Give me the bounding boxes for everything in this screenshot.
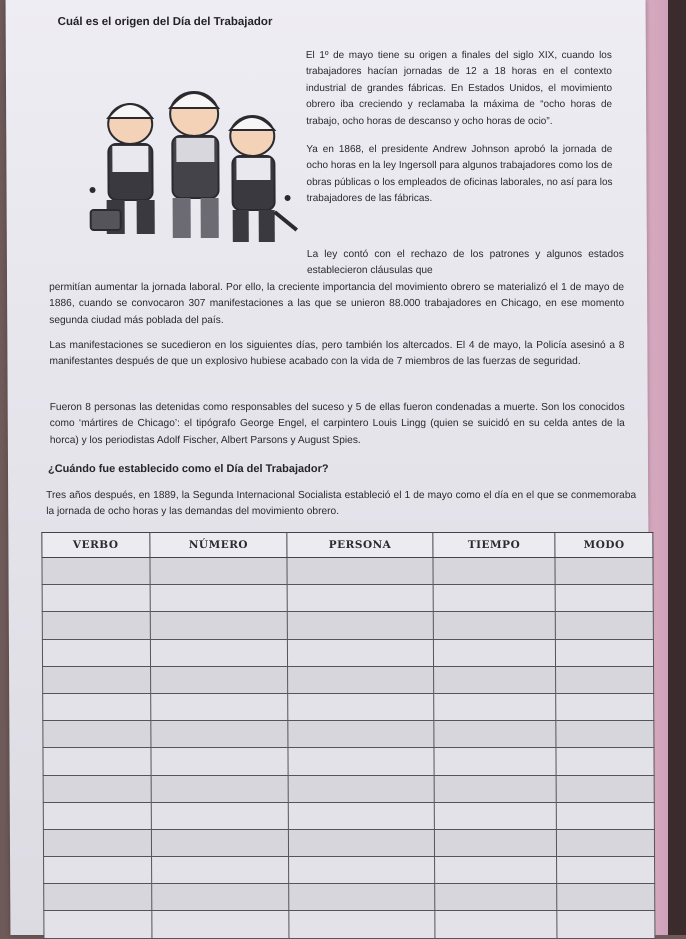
table-cell[interactable] xyxy=(433,612,556,639)
table-cell[interactable] xyxy=(289,884,434,911)
intro-column xyxy=(306,48,613,220)
background-desk xyxy=(668,0,686,935)
table-cell[interactable] xyxy=(150,612,288,639)
header-modo: MODO xyxy=(555,533,653,558)
table-cell[interactable] xyxy=(150,585,288,612)
paragraph-4: Las manifestaciones se sucedieron en los siguientes días, pero también los altercados. El 4 de mayo, la Policía asesinó a 8 manifestantes después de que un explosivo hubiese acabado con la vida de 7 miembros de las fuerzas de seguridad. xyxy=(49,340,625,368)
table-cell[interactable] xyxy=(556,612,654,639)
header-tiempo: TIEMPO xyxy=(433,533,556,558)
table-row xyxy=(43,829,654,856)
table-cell[interactable] xyxy=(434,748,557,775)
table-cell[interactable] xyxy=(43,748,151,775)
table-cell[interactable] xyxy=(557,857,655,884)
table-cell[interactable] xyxy=(434,829,557,856)
table-cell[interactable] xyxy=(288,721,433,748)
table-cell[interactable] xyxy=(151,775,289,802)
table-cell[interactable] xyxy=(288,693,433,720)
table-cell[interactable] xyxy=(289,775,434,802)
table-row xyxy=(43,748,654,775)
table-cell[interactable] xyxy=(435,911,558,938)
table-cell[interactable] xyxy=(557,775,655,802)
table-cell[interactable] xyxy=(44,884,152,911)
table-cell[interactable] xyxy=(556,693,654,720)
paragraph-1: El 1º de mayo tiene su origen a finales del siglo XIX, cuando los trabajadores hacían jornadas de 12 a 18 horas en el contexto industrial de grandes fábricas. En Estados Unidos, el movimiento obrero iba creciendo y reclamaba la máxima de “ocho horas de trabajo, ocho horas de descanso y ocho horas de ocio”. xyxy=(305,50,613,127)
table-cell[interactable] xyxy=(434,721,557,748)
table-cell[interactable] xyxy=(556,748,654,775)
table-cell[interactable] xyxy=(557,829,655,856)
table-cell[interactable] xyxy=(151,748,289,775)
table-cell[interactable] xyxy=(557,911,655,938)
table-cell[interactable] xyxy=(287,558,432,585)
paragraph-3 xyxy=(49,247,624,329)
table-cell[interactable] xyxy=(150,693,288,720)
grammar-table xyxy=(41,532,655,939)
paragraph-6: Tres años después, en 1889, la Segunda Internacional Socialista estableció el 1 de mayo como el día en el que se conmemoraba la jornada de ocho horas y las demandas del movimiento obrero. xyxy=(46,490,637,518)
table-cell[interactable] xyxy=(288,585,433,612)
table-cell[interactable] xyxy=(556,666,654,693)
table-cell[interactable] xyxy=(42,585,150,612)
table-cell[interactable] xyxy=(150,721,288,748)
table-row xyxy=(44,857,655,884)
table-cell[interactable] xyxy=(433,585,556,612)
table-cell[interactable] xyxy=(434,775,557,802)
header-verbo: VERBO xyxy=(42,533,150,558)
table-cell[interactable] xyxy=(557,802,655,829)
workers-cartoon-icon xyxy=(82,80,303,250)
table-cell[interactable] xyxy=(556,721,654,748)
table-cell[interactable] xyxy=(288,666,433,693)
table-row xyxy=(42,612,653,639)
table-cell[interactable] xyxy=(288,748,433,775)
table-cell[interactable] xyxy=(433,558,556,585)
table-cell[interactable] xyxy=(151,884,289,911)
table-row xyxy=(43,802,654,829)
table-header-row xyxy=(42,533,653,558)
table-cell[interactable] xyxy=(150,558,288,585)
table-cell[interactable] xyxy=(42,639,150,666)
paragraph-3-lead: La ley contó con el rechazo de los patrones y algunos estados establecieron cláusulas que xyxy=(306,249,624,277)
table-cell[interactable] xyxy=(44,857,152,884)
table-cell[interactable] xyxy=(151,911,289,938)
page-title: Cuál es el origen del Día del Trabajador xyxy=(57,16,273,28)
header-persona: PERSONA xyxy=(287,533,432,558)
table-cell[interactable] xyxy=(151,857,289,884)
worksheet-page xyxy=(6,0,651,935)
table-row xyxy=(43,693,654,720)
table-cell[interactable] xyxy=(434,802,557,829)
table-cell[interactable] xyxy=(42,612,150,639)
table-cell[interactable] xyxy=(289,857,434,884)
header-numero: NÚMERO xyxy=(149,533,287,558)
table-cell[interactable] xyxy=(43,775,151,802)
table-cell[interactable] xyxy=(433,639,556,666)
table-row xyxy=(44,911,655,938)
paragraph-2: Ya en 1868, el presidente Andrew Johnson aprobó la jornada de ocho horas en la ley Ingersoll para algunos trabajadores como los de obras públicas o los empleados de oficinas laborales, no así para los trabajadores de las fábricas. xyxy=(306,144,613,205)
table-row xyxy=(42,639,653,666)
table-cell[interactable] xyxy=(289,911,434,938)
table-cell[interactable] xyxy=(555,558,653,585)
table-cell[interactable] xyxy=(151,829,289,856)
table-body xyxy=(42,558,655,939)
section-heading: ¿Cuándo fue establecido como el Día del Trabajador? xyxy=(47,463,329,475)
table-cell[interactable] xyxy=(43,721,151,748)
table-cell[interactable] xyxy=(43,666,151,693)
table-cell[interactable] xyxy=(151,802,289,829)
paragraph-3-rest: permitían aumentar la jornada laboral. Por ello, la creciente importancia del movimiento obrero se materializó el 1 de mayo de 1886, cuando se convocaron 307 manifestaciones a las que se unieron 88.000 trabajadores en Chicago, en ese momento segunda ciudad más poblada del país. xyxy=(49,281,625,326)
table-cell[interactable] xyxy=(557,884,655,911)
table-cell[interactable] xyxy=(433,693,556,720)
table-row xyxy=(42,558,653,585)
table-cell[interactable] xyxy=(289,802,434,829)
table-row xyxy=(43,775,654,802)
table-cell[interactable] xyxy=(43,802,151,829)
table-cell[interactable] xyxy=(43,829,151,856)
table-cell[interactable] xyxy=(44,911,152,938)
table-cell[interactable] xyxy=(556,639,654,666)
table-cell[interactable] xyxy=(434,857,557,884)
paragraph-5: Fueron 8 personas las detenidas como responsables del suceso y 5 de ellas fueron condenadas a muerte. Son los conocidos como ‘mártires de Chicago’: el tipógrafo George Engel, el carpintero Louis Lingg (quien se suicidó en su celda antes de la horca) y los periodistas Adolf Fischer, Albert Parsons y August Spies. xyxy=(49,402,625,446)
table-cell[interactable] xyxy=(43,693,151,720)
table-cell[interactable] xyxy=(150,666,288,693)
table-cell[interactable] xyxy=(288,612,433,639)
table-cell[interactable] xyxy=(150,639,288,666)
table-cell[interactable] xyxy=(556,585,654,612)
table-row xyxy=(44,884,655,911)
table-row xyxy=(43,721,654,748)
table-row xyxy=(43,666,654,693)
table-cell[interactable] xyxy=(289,829,434,856)
table-cell[interactable] xyxy=(434,884,557,911)
table-row xyxy=(42,585,653,612)
table-cell[interactable] xyxy=(288,639,433,666)
table-cell[interactable] xyxy=(42,558,150,585)
table-cell[interactable] xyxy=(433,666,556,693)
